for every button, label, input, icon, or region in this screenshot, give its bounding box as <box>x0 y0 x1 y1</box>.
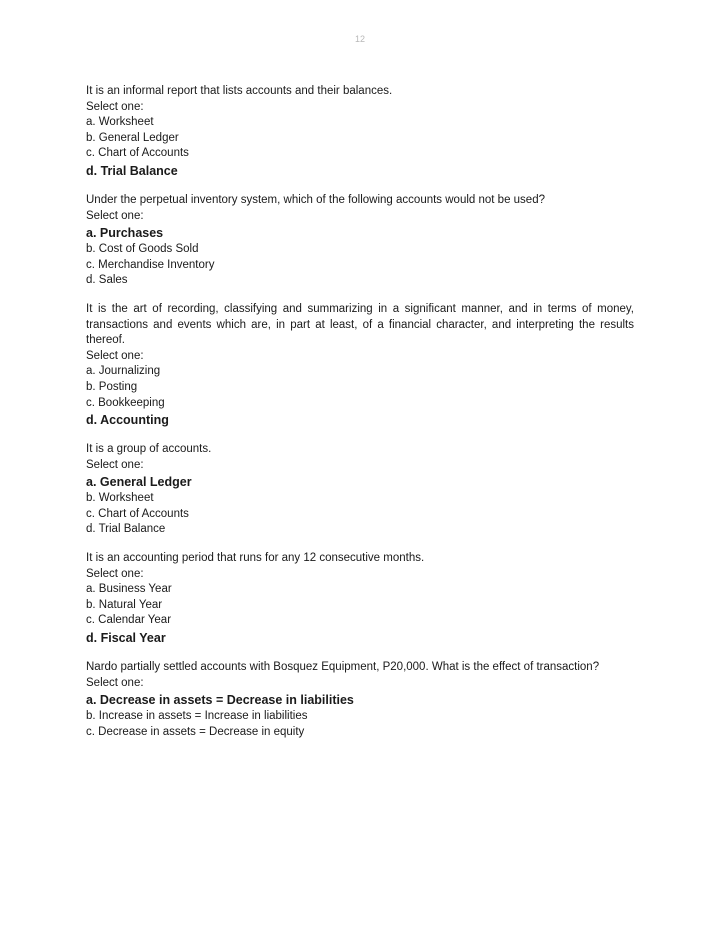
answer-option-correct: a. General Ledger <box>86 475 192 490</box>
answer-option: c. Bookkeeping <box>86 396 165 409</box>
answer-option: a. Journalizing <box>86 365 161 378</box>
select-one-label: Select one: <box>86 209 144 222</box>
question-stem: It is an informal report that lists accounts and their balances. <box>86 85 393 97</box>
answer-option-correct: a. Decrease in assets = Decrease in liabilities <box>86 693 354 708</box>
question-block <box>86 442 634 538</box>
answer-option: b. Cost of Goods Sold <box>86 243 199 256</box>
answer-option: c. Chart of Accounts <box>86 147 189 160</box>
answer-option: c. Merchandise Inventory <box>86 258 215 271</box>
answer-option: c. Calendar Year <box>86 614 172 627</box>
question-stem: It is the art of recording, classifying and summarizing in a significant manner, and in terms of money, transactions and events which are, in part at least, of a financial character, and interpreting the results thereof. <box>86 302 634 347</box>
page-number: 12 <box>354 34 365 44</box>
answer-option: a. Worksheet <box>86 116 154 129</box>
question-stem: It is a group of accounts. <box>86 443 212 456</box>
select-one-label: Select one: <box>86 567 144 580</box>
quiz-content <box>86 84 634 753</box>
answer-option: d. Sales <box>86 274 128 287</box>
answer-option-correct: a. Purchases <box>86 226 164 241</box>
answer-option-correct: d. Fiscal Year <box>86 631 166 646</box>
question-block <box>86 660 634 740</box>
answer-option: b. Natural Year <box>86 598 163 611</box>
select-one-label: Select one: <box>86 100 144 113</box>
answer-option: b. Increase in assets = Increase in liabilities <box>86 710 308 723</box>
answer-option-correct: d. Accounting <box>86 413 169 428</box>
answer-option: c. Chart of Accounts <box>86 507 189 520</box>
answer-option: c. Decrease in assets = Decrease in equity <box>86 725 305 738</box>
question-block <box>86 84 634 180</box>
select-one-label: Select one: <box>86 676 144 689</box>
answer-option: b. Worksheet <box>86 492 154 505</box>
answer-option: d. Trial Balance <box>86 523 166 536</box>
select-one-label: Select one: <box>86 349 144 362</box>
question-stem: Under the perpetual inventory system, which of the following accounts would not be used? <box>86 193 545 206</box>
question-stem: Nardo partially settled accounts with Bosquez Equipment, P20,000. What is the effect of transaction? <box>86 661 600 674</box>
question-block <box>86 551 634 647</box>
answer-option: b. General Ledger <box>86 131 179 144</box>
question-stem: It is an accounting period that runs for any 12 consecutive months. <box>86 552 425 565</box>
question-block <box>86 193 634 289</box>
select-one-label: Select one: <box>86 458 144 471</box>
answer-option: a. Business Year <box>86 583 172 596</box>
question-block <box>86 302 634 429</box>
answer-option-correct: d. Trial Balance <box>86 163 178 178</box>
answer-option: b. Posting <box>86 380 138 393</box>
